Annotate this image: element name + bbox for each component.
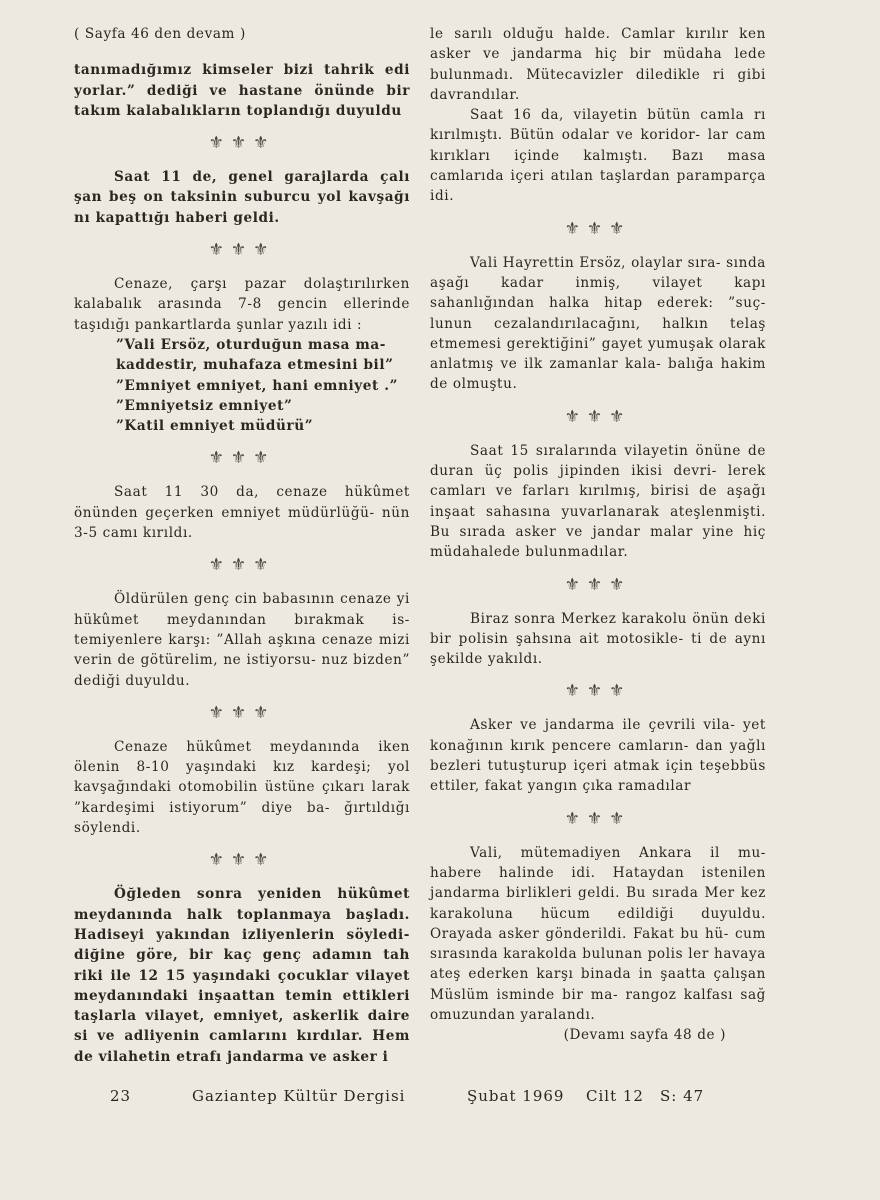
fleur-de-lis-ornament-icon: ⚜⚜⚜ — [208, 702, 276, 723]
right-paragraph-5: Biraz sonra Merkez karakolu önün deki bir polisin şahsına ait motosikle- ti de aynı şekilde yakıldı. — [430, 610, 766, 668]
slogan-4: ”Katil emniyet müdürü” — [116, 418, 314, 435]
left-paragraph-4: Saat 11 30 da, cenaze hükûmet önünden geçerken emniyet müdürlüğü- nün 3-5 camı kırıldı. — [74, 484, 410, 542]
fleur-de-lis-ornament-icon: ⚜⚜⚜ — [208, 448, 276, 469]
page-number: 23 — [110, 1087, 132, 1105]
fleur-de-lis-ornament-icon: ⚜⚜⚜ — [564, 406, 632, 427]
issue-number: S: 47 — [660, 1087, 705, 1105]
left-paragraph-7: Öğleden sonra yeniden hükûmet meydanında halk toplanmaya başladı. Hadiseyi yakından izliyenlerin söyledi- diğine göre, bir kaç genç adamın tah riki ile 12 15 yaşındaki çocuklar vilayet meydanındaki inşaattan temin ettikleri taşlarla vilayet, emniyet, askerlik daire si ve adliyenin camlarını kırdılar. Hem de vilahetin etrafı jandarma ve asker i — [74, 886, 410, 1065]
left-paragraph-5: Öldürülen genç cin babasının cenaze yi hükûmet meydanından bırakmak is- temiyenlere karşı: ”Allah aşkına cenaze mizi verin de götürelim, ne istiyorsu- nuz bizden” dediği duyuldu. — [74, 591, 410, 689]
left-paragraph-1: tanımadığımız kimseler bizi tahrik edi yorlar.” dediği ve hastane önünde bir takım kalabalıkların toplandığı duyuldu — [74, 62, 410, 119]
continued-on-footer: (Devamı sayfa 48 de ) — [563, 1027, 726, 1044]
slogan-2: ”Emniyet emniyet, hani emniyet .” — [116, 377, 399, 394]
right-column — [430, 24, 766, 1046]
right-paragraph-2: Saat 16 da, vilayetin bütün camla rı kırılmıştı. Bütün odalar ve koridor- lar cam kırıkları içinde kalmıştı. Bazı masa camlarıda içeri atılan taşlardan paramparça idi. — [430, 107, 766, 205]
right-paragraph-3: Vali Hayrettin Ersöz, olaylar sıra- sında aşağı kadar inmiş, vilayet kapı sahanlığından halka hitap ederek: ”suç- lunun cezalandırılacağını, halkın telaş etmemesi gerektiğini” gayet yumuşak olarak anlatmış ve ilk zamanlar kala- balığa hakim de olmuştu. — [430, 254, 766, 393]
left-paragraph-6: Cenaze hükûmet meydanında iken ölenin 8-10 yaşındaki kız kardeşi; yol kavşağındaki otomobilin üstüne çıkarı larak ”kardeşimi istiyorum” diye ba- ğırtıldığı söylendi. — [74, 738, 410, 837]
left-paragraph-2: Saat 11 de, genel garajlarda çalı şan beş on taksinin suburcu yol kavşağı nı kapattığı haberi geldi. — [74, 169, 410, 226]
slogan-3: ”Emniyetsiz emniyet” — [116, 397, 293, 414]
fleur-de-lis-ornament-icon: ⚜⚜⚜ — [564, 681, 632, 702]
fleur-de-lis-ornament-icon: ⚜⚜⚜ — [208, 133, 276, 154]
fleur-de-lis-ornament-icon: ⚜⚜⚜ — [208, 240, 276, 261]
right-paragraph-1: le sarılı olduğu halde. Camlar kırılır ken asker ve jandarma hiç bir müdaha lede bulunmadı. Mütecavizler diledikle ri gibi davrandılar. — [430, 26, 766, 103]
fleur-de-lis-ornament-icon: ⚜⚜⚜ — [208, 850, 276, 871]
left-column — [74, 24, 410, 1067]
slogan-1: ”Vali Ersöz, oturduğun masa ma- kaddestir, muhafaza etmesini bil” — [116, 336, 394, 374]
continued-from-header: ( Sayfa 46 den devam ) — [74, 26, 246, 42]
fleur-de-lis-ornament-icon: ⚜⚜⚜ — [208, 555, 276, 576]
volume-number: Cilt 12 — [586, 1087, 644, 1105]
right-paragraph-7: Vali, mütemadiyen Ankara il mu- habere halinde idi. Hataydan istenilen jandarma birlikleri geldi. Bu sırada Mer kez karakoluna hücum edildiği duyuldu. Orayada asker gönderildi. Fakat bu hü- cum sırasında karakolda bulunan polis ler havaya ateş ederken karşı binada in şaatta çalışan Müslüm isminde bir ma- rangoz kalfası sağ omuzundan yaralandı. — [430, 844, 766, 1023]
left-paragraph-3: Cenaze, çarşı pazar dolaştırılırken kalabalık arasında 7-8 gencin ellerinde taşıdığı pankartlarda şunlar yazılı idi : — [74, 276, 410, 333]
right-paragraph-6: Asker ve jandarma ile çevrili vila- yet konağının kırık pencere camların- dan yağlı bezleri tutuşturup içeri atmak için teşebbüs ettiler, fakat yangın çıka ramadılar — [430, 717, 766, 795]
issue-date: Şubat 1969 — [467, 1087, 565, 1105]
fleur-de-lis-ornament-icon: ⚜⚜⚜ — [564, 574, 632, 595]
fleur-de-lis-ornament-icon: ⚜⚜⚜ — [564, 808, 632, 829]
fleur-de-lis-ornament-icon: ⚜⚜⚜ — [564, 218, 632, 239]
right-paragraph-4: Saat 15 sıralarında vilayetin önüne de duran üç polis jipinden ikisi devri- lerek camları ve farları kırılmış, birisi de aşağı inşaat sahasına yuvarlanarak ateşlenmişti. Bu sırada asker ve jandar malar yine hiç müdahalede bulunmadılar. — [430, 442, 766, 561]
magazine-name: Gaziantep Kültür Dergisi — [192, 1087, 406, 1105]
